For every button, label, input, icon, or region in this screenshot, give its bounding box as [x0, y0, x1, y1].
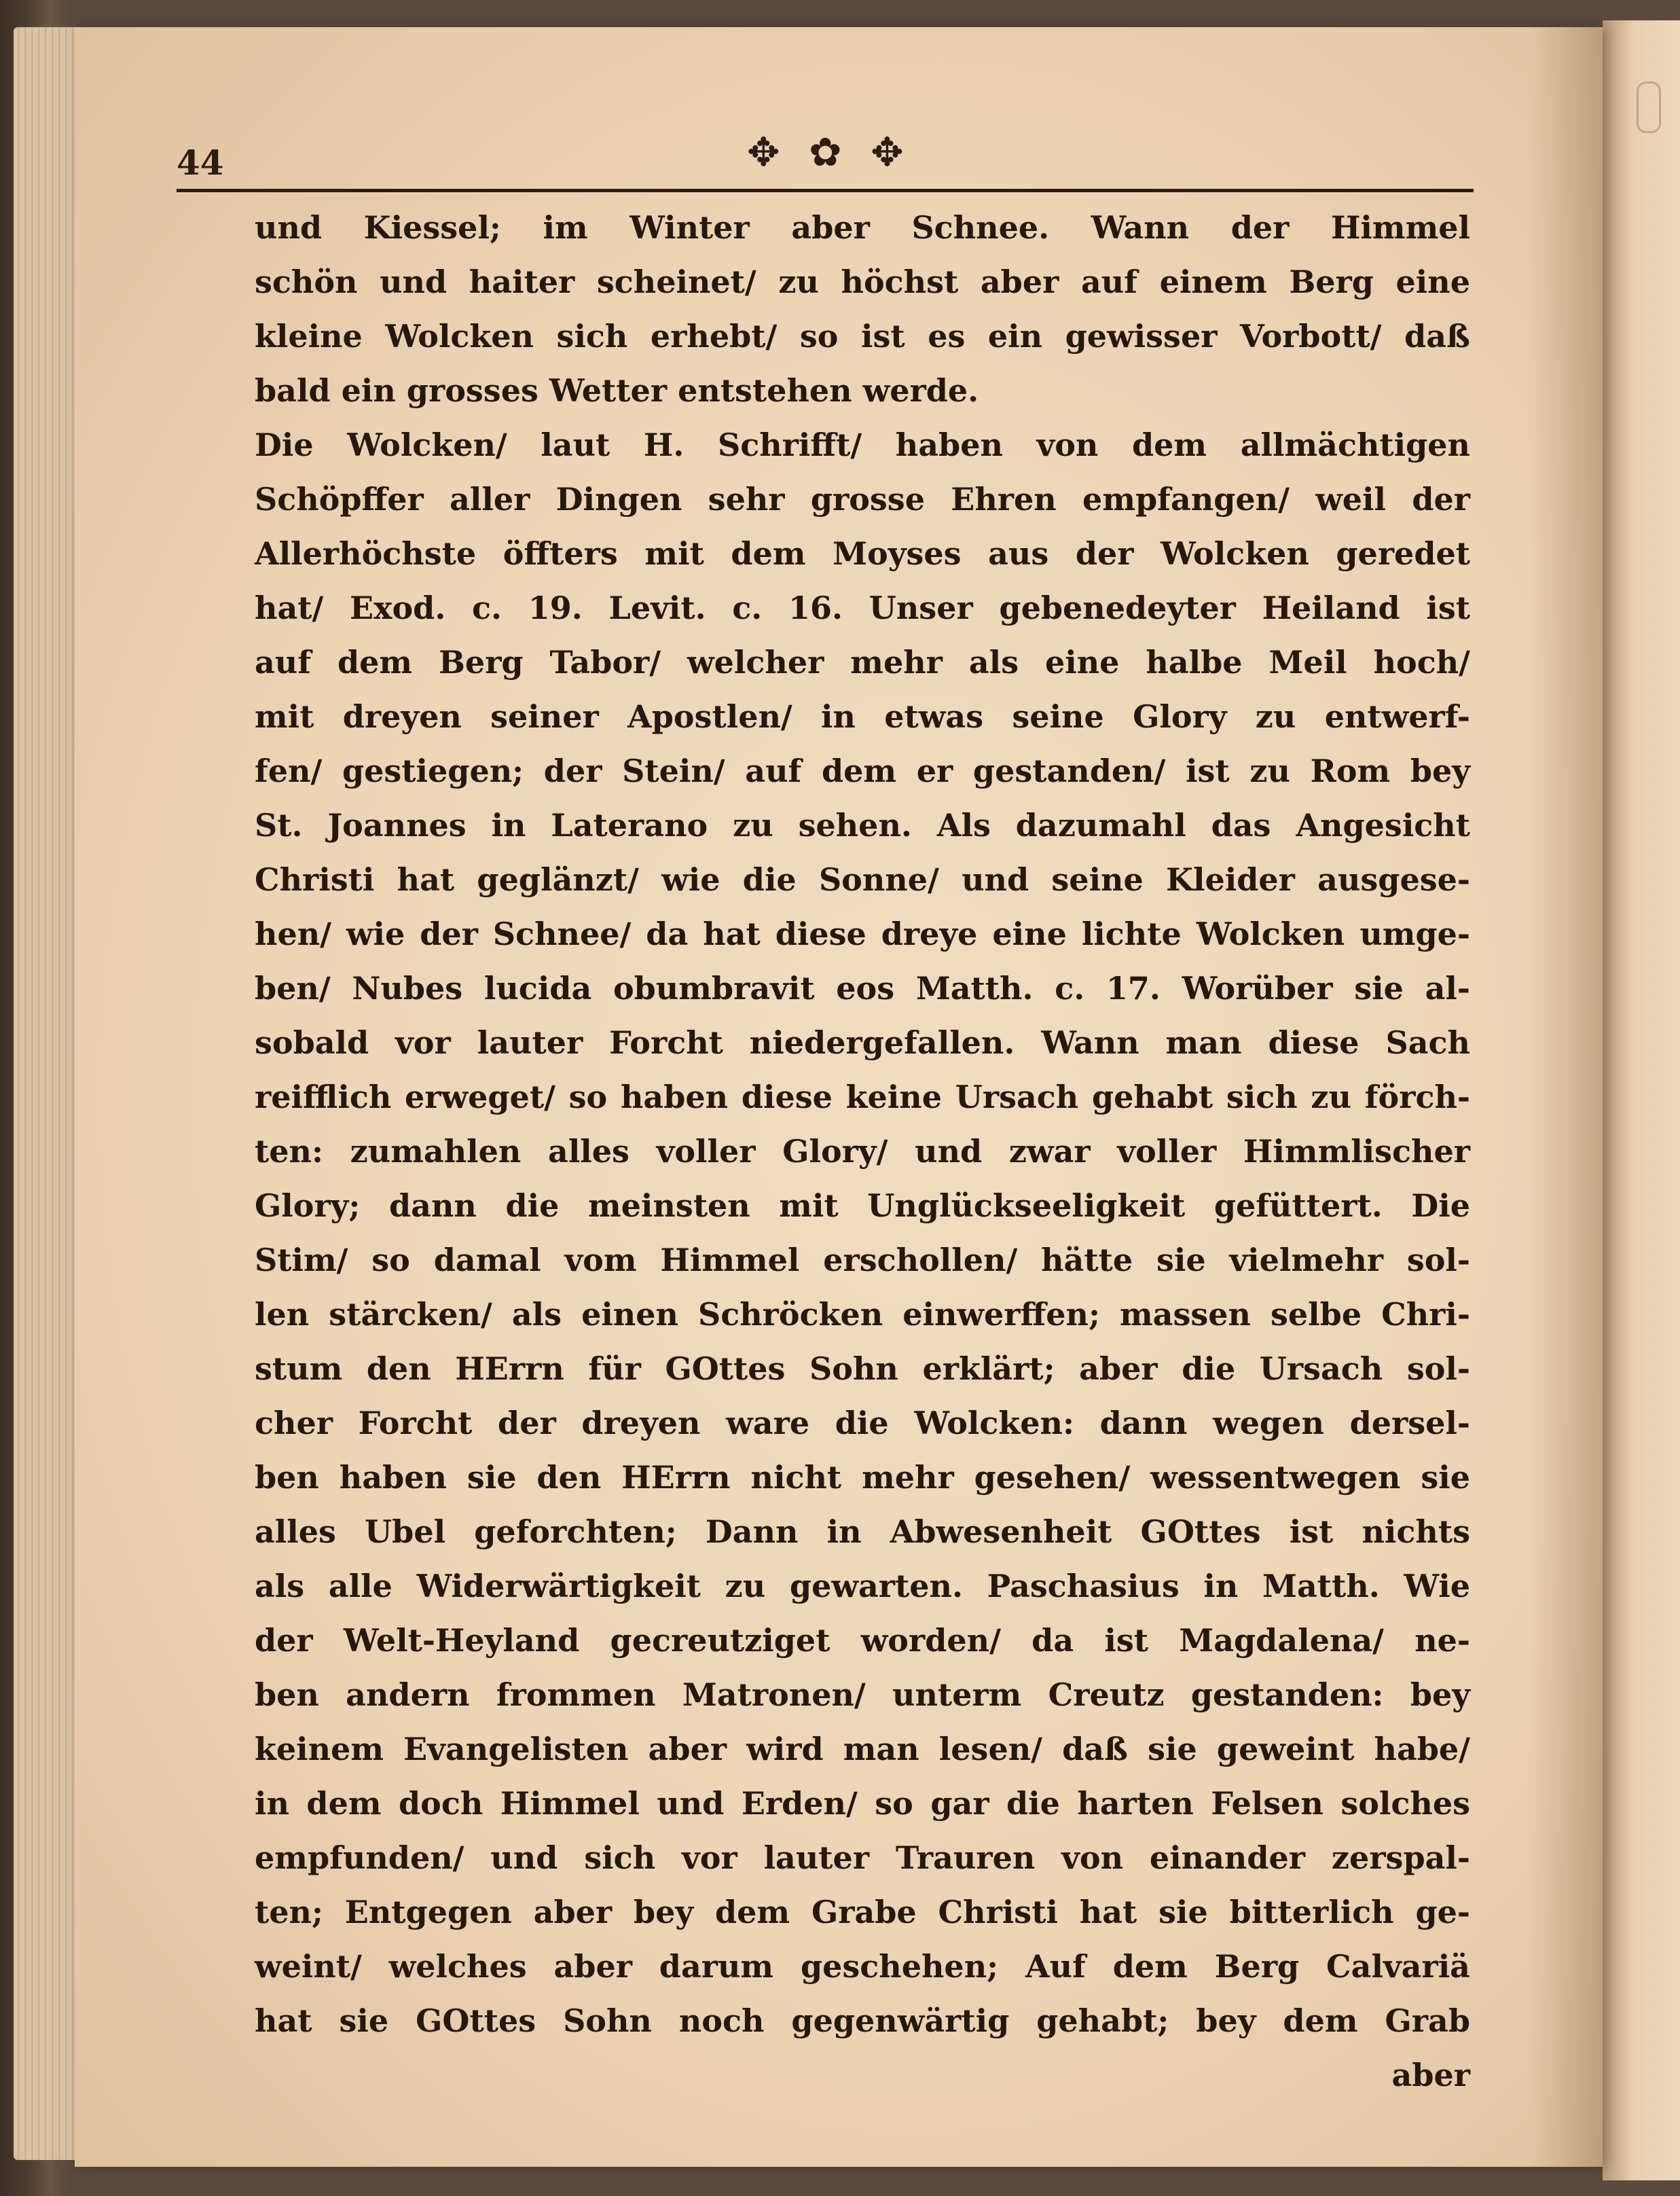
text-line: in dem doch Himmel und Erden/ so gar die harten Felsen solches [255, 1785, 1470, 1822]
text-line: schön und haiter scheinet/ zu höchst aber auf einem Berg eine [255, 264, 1470, 300]
text-line: auf dem Berg Tabor/ welcher mehr als eine halbe Meil hoch/ [255, 644, 1470, 681]
text-line: sobald vor lauter Forcht niedergefallen. Wann man diese Sach [255, 1024, 1470, 1061]
text-line: mit dreyen seiner Apostlen/ in etwas seine Glory zu entwerf- [255, 698, 1470, 735]
text-line: reifflich erweget/ so haben diese keine Ursach gehabt sich zu förch- [255, 1079, 1470, 1115]
text-line: len stärcken/ als einen Schröcken einwerffen; massen selbe Chri- [255, 1296, 1470, 1333]
body-text [255, 200, 1470, 2102]
page-header [177, 129, 1467, 190]
text-line: der Welt-Heyland gecreutziget worden/ da ist Magdalena/ ne- [255, 1622, 1470, 1659]
text-line: bald ein grosses Wetter entstehen werde. [255, 372, 979, 409]
text-line: stum den HErrn für GOttes Sohn erklärt; aber die Ursach sol- [255, 1350, 1470, 1387]
header-rule [177, 189, 1474, 192]
text-line: ten; Entgegen aber bey dem Grabe Christi hat sie bitterlich ge- [255, 1894, 1470, 1930]
text-line: ben/ Nubes lucida obumbravit eos Matth. c. 17. Worüber sie al- [255, 970, 1470, 1007]
text-line: hen/ wie der Schnee/ da hat diese dreye eine lichte Wolcken umge- [255, 916, 1470, 952]
text-line: weint/ welches aber darum geschehen; Auf dem Berg Calvariä [255, 1948, 1470, 1985]
text-line: fen/ gestiegen; der Stein/ auf dem er gestanden/ ist zu Rom bey [255, 753, 1470, 789]
text-line: Glory; dann die meinsten mit Unglückseeligkeit gefüttert. Die [255, 1187, 1470, 1224]
text-line: Stim/ so damal vom Himmel erschollen/ hätte sie vielmehr sol- [255, 1242, 1470, 1278]
text-line: Allerhöchste öffters mit dem Moyses aus der Wolcken geredet [255, 535, 1470, 572]
text-line: Die Wolcken/ laut H. Schrifft/ haben von dem allmächtigen [255, 427, 1470, 463]
text-line: St. Joannes in Laterano zu sehen. Als dazumahl das Angesicht [255, 807, 1470, 844]
text-line: kleine Wolcken sich erhebt/ so ist es ein gewisser Vorbott/ daß [255, 318, 1470, 355]
text-line: keinem Evangelisten aber wird man lesen/ daß sie geweint habe/ [255, 1731, 1470, 1767]
text-line: hat sie GOttes Sohn noch gegenwärtig gehabt; bey dem Grab [255, 2002, 1470, 2039]
gutter-shadow [1528, 27, 1603, 2167]
text-line: Schöpffer aller Dingen sehr grosse Ehren empfangen/ weil der [255, 481, 1470, 518]
catchword: aber [1391, 2057, 1470, 2093]
header-ornament: ✥ ✿ ✥ [747, 129, 912, 175]
text-line: ten: zumahlen alles voller Glory/ und zwar voller Himmlischer [255, 1133, 1470, 1170]
pencil-mark [1637, 82, 1661, 133]
text-line: ben andern frommen Matronen/ unterm Creutz gestanden: bey [255, 1676, 1470, 1713]
text-line: und Kiessel; im Winter aber Schnee. Wann der Himmel [255, 209, 1470, 246]
text-line: alles Ubel geforchten; Dann in Abwesenheit GOttes ist nichts [255, 1513, 1470, 1550]
page-number: 44 [177, 143, 224, 183]
text-line: Christi hat geglänzt/ wie die Sonne/ und seine Kleider ausgese- [255, 861, 1470, 898]
text-line: als alle Widerwärtigkeit zu gewarten. Paschasius in Matth. Wie [255, 1568, 1470, 1604]
facing-page-edge [1603, 20, 1680, 2180]
text-line: cher Forcht der dreyen ware die Wolcken: dann wegen dersel- [255, 1405, 1470, 1441]
text-line: ben haben sie den HErrn nicht mehr gesehen/ wessentwegen sie [255, 1459, 1470, 1496]
text-line: empfunden/ und sich vor lauter Trauren von einander zerspal- [255, 1839, 1470, 1876]
text-line: hat/ Exod. c. 19. Levit. c. 16. Unser gebenedeyter Heiland ist [255, 590, 1470, 626]
